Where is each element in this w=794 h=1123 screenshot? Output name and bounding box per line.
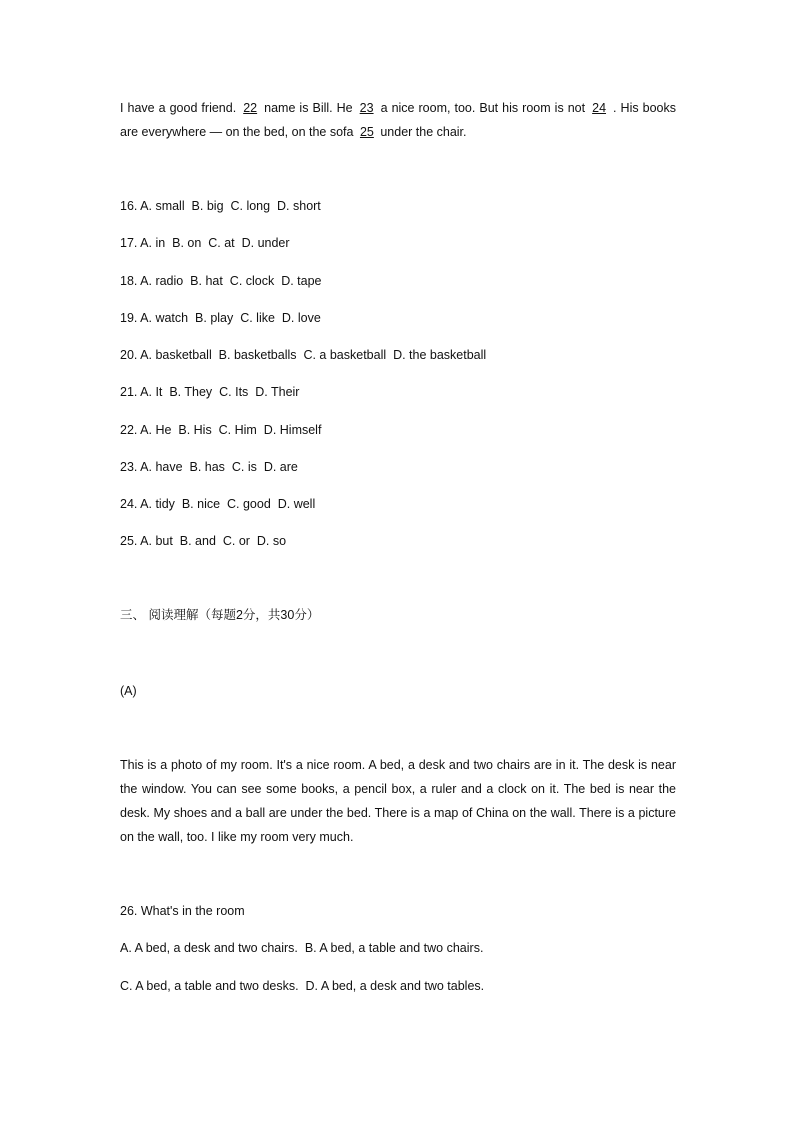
passage-label: (A) bbox=[120, 684, 137, 698]
cloze-blank: 24 bbox=[592, 101, 607, 115]
cloze-text: I have a good friend. bbox=[120, 101, 241, 115]
cloze-passage bbox=[120, 96, 676, 144]
cloze-text: name is Bill. He bbox=[260, 101, 357, 115]
cloze-text: under the chair. bbox=[376, 125, 467, 139]
cloze-blank: 22 bbox=[243, 101, 258, 115]
question-options: 23. A. have B. has C. is D. are bbox=[120, 460, 298, 474]
cloze-text: . His books are everywhere — on the bed, on the sofa bbox=[120, 101, 676, 139]
cloze-blank: 25 bbox=[359, 125, 374, 139]
cloze-paragraph bbox=[120, 96, 676, 144]
cloze-blank: 23 bbox=[359, 101, 374, 115]
question-options: 24. A. tidy B. nice C. good D. well bbox=[120, 497, 316, 511]
answer-options: A. A bed, a desk and two chairs. B. A bed, a table and two chairs. bbox=[120, 941, 484, 955]
question-options: 19. A. watch B. play C. like D. love bbox=[120, 311, 321, 325]
question-options: 16. A. small B. big C. long D. short bbox=[120, 199, 321, 213]
question-options: 21. A. It B. They C. Its D. Their bbox=[120, 385, 300, 399]
question-options: 17. A. in B. on C. at D. under bbox=[120, 236, 290, 250]
section-heading: 三、 阅读理解（每题2分，共30分） bbox=[120, 608, 320, 622]
reading-passage bbox=[120, 753, 676, 849]
question-options: 25. A. but B. and C. or D. so bbox=[120, 534, 287, 548]
question-options: 20. A. basketball B. basketballs C. a basketball D. the basketball bbox=[120, 348, 487, 362]
question-stem: 26. What's in the room bbox=[120, 904, 245, 918]
reading-paragraph: This is a photo of my room. It's a nice room. A bed, a desk and two chairs are in it. The desk is near the window. You can see some books, a pencil box, a ruler and a clock on it. The bed is near the desk. My shoes and a ball are under the bed. There is a map of China on the wall. There is a picture on the wall, too. I like my room very much. bbox=[120, 758, 676, 844]
answer-options: C. A bed, a table and two desks. D. A bed, a desk and two tables. bbox=[120, 979, 485, 993]
cloze-text: a nice room, too. But his room is not bbox=[376, 101, 590, 115]
question-options: 22. A. He B. His C. Him D. Himself bbox=[120, 423, 322, 437]
question-options: 18. A. radio B. hat C. clock D. tape bbox=[120, 274, 322, 288]
